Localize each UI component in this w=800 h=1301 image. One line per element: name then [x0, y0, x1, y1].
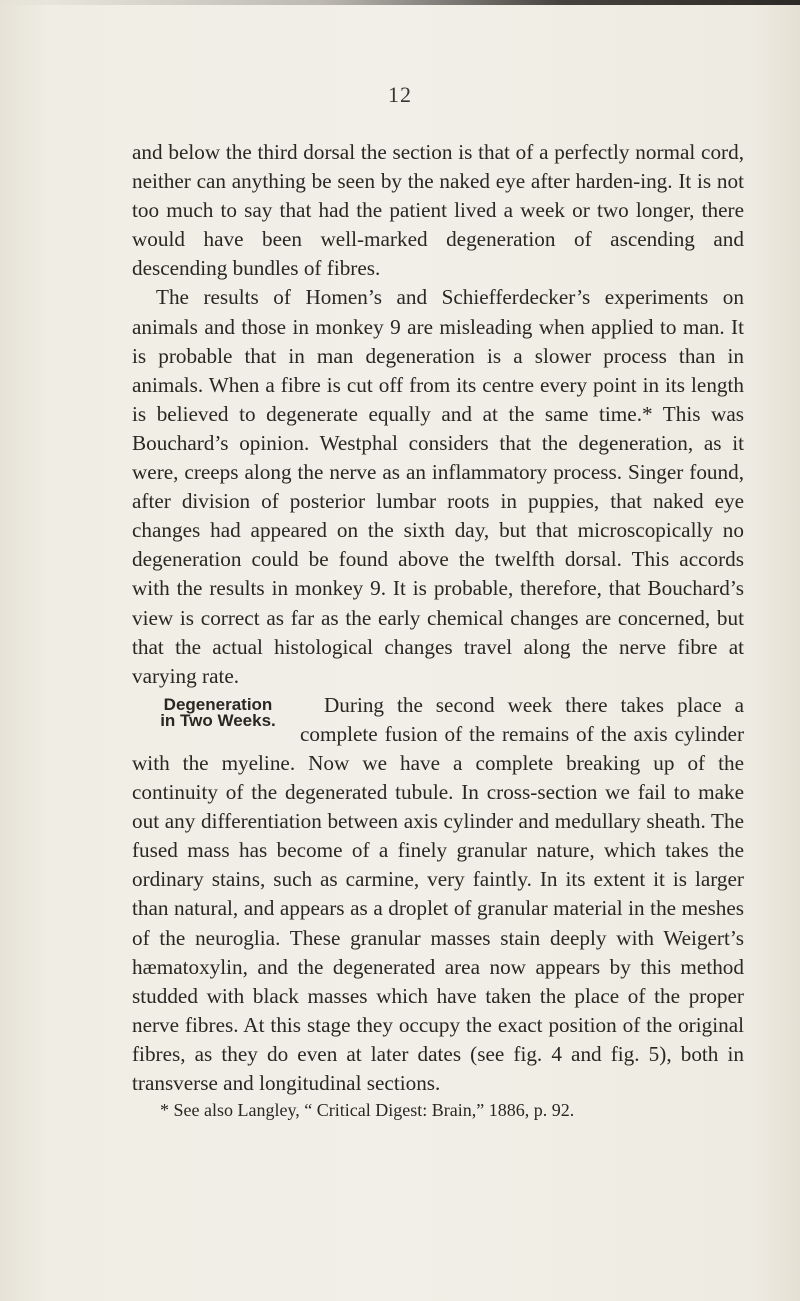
- footnote: * See also Langley, “ Critical Digest: Brain,” 1886, p. 92.: [160, 1100, 575, 1120]
- paragraph-2: The results of Homen’s and Schiefferdecker’s experiments on animals and those in monkey 9 are misleading when applied to man. It is probable that in man degeneration is a slower process than in animals. When a fibre is cut off from its centre every point in its length is believed to degenerate equally and at the same time.* This was Bouchard’s opinion. Westphal considers that the degeneration, as it were, creeps along the nerve as an inflammatory process. Singer found, after division of posterior lumbar roots in puppies, that naked eye changes had appeared on the sixth day, but that microscopically no degeneration could be found above the twelfth dorsal. This accords with the results in monkey 9. It is probable, therefore, that Bouchard’s view is correct as far as the early chemical changes are concerned, but that the actual histological changes travel along the nerve fibre at varying rate.: [132, 285, 744, 688]
- page-number: 12: [388, 82, 412, 107]
- sidenote-line-2: in Two Weeks.: [160, 710, 276, 730]
- paragraph-3-container: [132, 691, 744, 1098]
- paragraph-3: During the second week there takes place a complete fusion of the remains of the axis cylinder with the myeline. Now we have a complete breaking up of the continuity of the degenerated tubule. In cross-section we fail to make out any differentiation between axis cylinder and medullary sheath. The fused mass has become of a finely granular nature, which takes the ordinary stains, such as carmine, very faintly. In its extent it is larger than natural, and appears as a droplet of granular material in the meshes of the neuroglia. These granular masses stain deeply with Weigert’s hæmatoxylin, and the degenerated area now appears by this method studded with black masses which have taken the place of the proper nerve fibres. At this stage they occupy the exact position of the original fibres, as they do even at later dates (see fig. 4 and fig. 5), both in transverse and longitudinal sections.: [132, 692, 744, 1095]
- margin-sidenote: [126, 694, 286, 730]
- body-text: [132, 138, 744, 1098]
- page-top-edge-shadow: [0, 0, 800, 5]
- paragraph-1: and below the third dorsal the section is that of a perfectly normal cord, neither can anything be seen by the naked eye after harden-ing. It is not too much to say that had the patient lived a week or two longer, there would have been well-marked degeneration of ascending and descending bundles of fibres.: [132, 140, 744, 281]
- sidenote-line-1: Degeneration: [163, 694, 273, 714]
